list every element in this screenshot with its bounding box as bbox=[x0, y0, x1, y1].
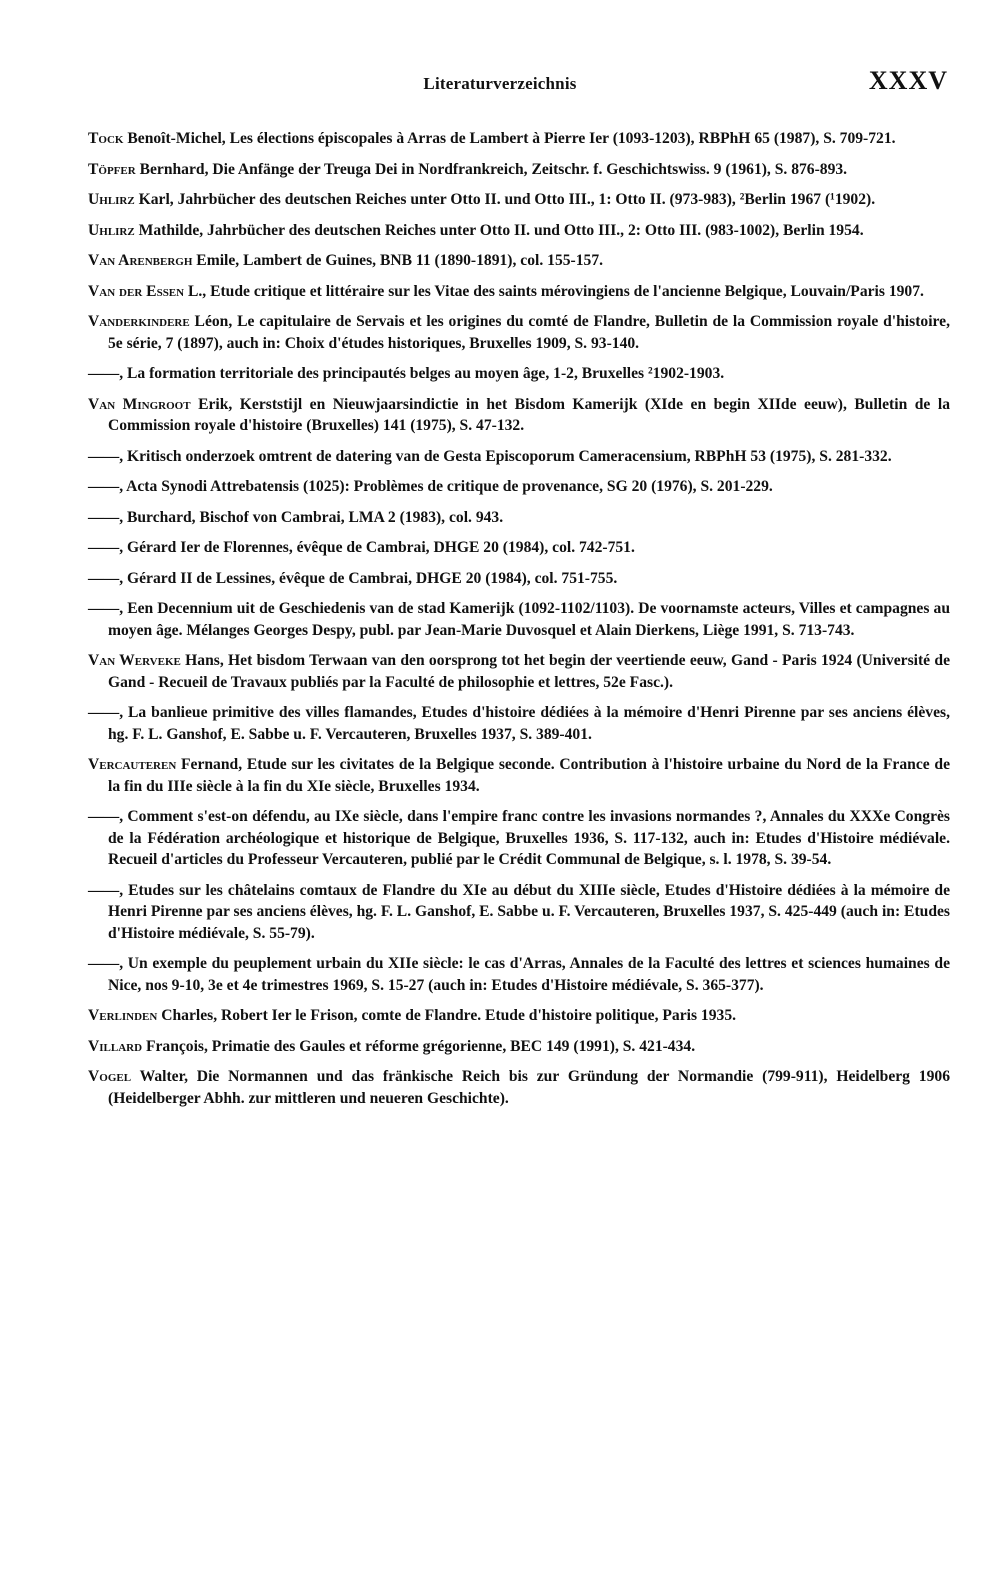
entry-author: Vercauteren bbox=[88, 756, 177, 773]
entry-author: Uhlirz bbox=[88, 191, 135, 208]
entry-text: ——, Comment s'est-on défendu, au IXe siècle, dans l'empire franc contre les invasions normandes ?, Annales du XXXe Congrès de la Fédération archéologique et historique de Belgique, Bruxelles 1936, S. 117-132, auch in: Etudes d'Histoire médiévale. Recueil d'articles du Professeur Vercauteren, publié par le Crédit Communal de Belgique, s. l. 1978, S. 39-54. bbox=[88, 808, 950, 868]
bibliography-entry bbox=[88, 806, 950, 871]
entry-author: Töpfer bbox=[88, 160, 136, 178]
bibliography-entry bbox=[88, 1066, 950, 1109]
bibliography-entry bbox=[88, 568, 950, 590]
entry-author: Vogel bbox=[88, 1068, 132, 1085]
entry-text: Emile, Lambert de Guines, BNB 11 (1890-1891), col. 155-157. bbox=[192, 252, 604, 269]
bibliography-entry bbox=[88, 189, 950, 211]
entry-text: Bernhard, Die Anfänge der Treuga Dei in Nordfrankreich, Zeitschr. f. Geschichtswiss. 9 (1961), S. 876-893. bbox=[135, 160, 848, 178]
entry-text: François, Primatie des Gaules et réforme grégorienne, BEC 149 (1991), S. 421-434. bbox=[142, 1037, 696, 1055]
entry-text: ——, Gérard Ier de Florennes, évêque de Cambrai, DHGE 20 (1984), col. 742-751. bbox=[88, 539, 635, 556]
bibliography-list bbox=[88, 128, 950, 1118]
entry-text: ——, Een Decennium uit de Geschiedenis van de stad Kamerijk (1092-1102/1103). De voornamste acteurs, Villes et campagnes au moyen âge. Mélanges Georges Despy, publ. par Jean-Marie Duvosquel et Alain Dierkens, Liège 1991, S. 713-743. bbox=[88, 600, 950, 639]
entry-text: ——, Un exemple du peuplement urbain du XIIe siècle: le cas d'Arras, Annales de la Faculté des lettres et sciences humaines de Nice, nos 9-10, 3e et 4e trimestres 1969, S. 15-27 (auch in: Etudes d'Histoire médiévale, S. 365-377). bbox=[88, 955, 950, 994]
entry-text: Léon, Le capitulaire de Servais et les origines du comté de Flandre, Bulletin de la Commission royale d'histoire, 5e série, 7 (1897), auch in: Choix d'études historiques, Bruxelles 1909, S. 93-140. bbox=[108, 313, 950, 352]
entry-text: Karl, Jahrbücher des deutschen Reiches unter Otto II. und Otto III., 1: Otto II. (973-983), ²Berlin 1967 (¹1902). bbox=[134, 191, 876, 208]
entry-author: Uhlirz bbox=[88, 221, 135, 239]
entry-text: L., Etude critique et littéraire sur les Vitae des saints mérovingiens de l'ancienne Belgique, Louvain/Paris 1907. bbox=[184, 282, 924, 300]
entry-text: Fernand, Etude sur les civitates de la Belgique seconde. Contribution à l'histoire urbaine du Nord de la France de la fin du IIIe siècle à la fin du XIe siècle, Bruxelles 1934. bbox=[108, 756, 950, 795]
bibliography-entry bbox=[88, 598, 950, 641]
bibliography-entry bbox=[88, 394, 950, 437]
bibliography-entry bbox=[88, 281, 950, 303]
bibliography-entry bbox=[88, 311, 950, 354]
bibliography-entry bbox=[88, 446, 950, 468]
entry-author: Tock bbox=[88, 130, 124, 147]
bibliography-entry bbox=[88, 1005, 950, 1027]
entry-author: Van Mingroot bbox=[88, 395, 191, 413]
bibliography-entry bbox=[88, 476, 950, 498]
bibliography-entry bbox=[88, 220, 950, 242]
entry-author: Vanderkindere bbox=[88, 313, 190, 330]
entry-text: ——, Gérard II de Lessines, évêque de Cambrai, DHGE 20 (1984), col. 751-755. bbox=[88, 569, 618, 587]
entry-author: Van Werveke bbox=[88, 652, 181, 669]
bibliography-entry bbox=[88, 507, 950, 529]
bibliography-entry bbox=[88, 537, 950, 559]
page-number: XXXV bbox=[868, 66, 948, 95]
entry-text: Charles, Robert Ier le Frison, comte de Flandre. Etude d'histoire politique, Paris 1935. bbox=[157, 1007, 737, 1024]
entry-text: Benoît-Michel, Les élections épiscopales à Arras de Lambert à Pierre Ier (1093-1203), RBPhH 65 (1987), S. 709-721. bbox=[123, 130, 896, 147]
entry-text: ——, La formation territoriale des principautés belges au moyen âge, 1-2, Bruxelles ²1902-1903. bbox=[88, 365, 725, 382]
bibliography-entry bbox=[88, 363, 950, 385]
bibliography-entry bbox=[88, 1036, 950, 1058]
bibliography-entry bbox=[88, 250, 950, 272]
bibliography-entry bbox=[88, 953, 950, 996]
entry-text: Walter, Die Normannen und das fränkische Reich bis zur Gründung der Normandie (799-911), Heidelberg 1906 (Heidelberger Abhh. zur mittleren und neueren Geschichte). bbox=[108, 1068, 950, 1107]
entry-text: ——, Kritisch onderzoek omtrent de datering van de Gesta Episcoporum Cameracensium, RBPhH 53 (1975), S. 281-332. bbox=[88, 447, 892, 465]
bibliography-entry bbox=[88, 650, 950, 693]
entry-author: Van der Essen bbox=[88, 282, 185, 300]
entry-author: Verlinden bbox=[88, 1007, 158, 1024]
bibliography-entry bbox=[88, 880, 950, 945]
bibliography-entry bbox=[88, 754, 950, 797]
entry-text: Mathilde, Jahrbücher des deutschen Reiches unter Otto II. und Otto III., 2: Otto III. (983-1002), Berlin 1954. bbox=[134, 221, 864, 239]
entry-text: Hans, Het bisdom Terwaan van den oorsprong tot het begin der veertiende eeuw, Gand - Paris 1924 (Université de Gand - Recueil de Travaux publiés par la Faculté de philosophie et lettres, 52e Fasc.). bbox=[108, 652, 950, 691]
entry-author: Van Arenbergh bbox=[88, 252, 193, 269]
bibliography-entry bbox=[88, 159, 950, 181]
entry-author: Villard bbox=[88, 1037, 143, 1055]
entry-text: Erik, Kerststijl en Nieuwjaarsindictie in het Bisdom Kamerijk (XIde en begin XIIde eeuw), Bulletin de la Commission royale d'histoire (Bruxelles) 141 (1975), S. 47-132. bbox=[108, 395, 950, 434]
entry-text: ——, Burchard, Bischof von Cambrai, LMA 2 (1983), col. 943. bbox=[88, 508, 504, 526]
entry-text: ——, Acta Synodi Attrebatensis (1025): Problèmes de critique de provenance, SG 20 (1976), S. 201-229. bbox=[88, 478, 773, 495]
entry-text: ——, La banlieue primitive des villes flamandes, Etudes d'histoire dédiées à la mémoire d'Henri Pirenne par ses anciens élèves, hg. F. L. Ganshof, E. Sabbe u. F. Vercauteren, Bruxelles 1937, S. 389-401. bbox=[88, 704, 950, 743]
bibliography-entry bbox=[88, 702, 950, 745]
bibliography-entry bbox=[88, 128, 950, 150]
running-title: Literaturverzeichnis bbox=[423, 74, 577, 93]
running-head bbox=[0, 66, 1000, 106]
entry-text: ——, Etudes sur les châtelains comtaux de Flandre du XIe au début du XIIIe siècle, Etudes d'Histoire dédiées à la mémoire de Henri Pirenne par ses anciens élèves, hg. F. L. Ganshof, E. Sabbe u. F. Vercauteren, Bruxelles 1937, S. 425-449 (auch in: Etudes d'Histoire médiévale, S. 55-79). bbox=[88, 881, 950, 942]
